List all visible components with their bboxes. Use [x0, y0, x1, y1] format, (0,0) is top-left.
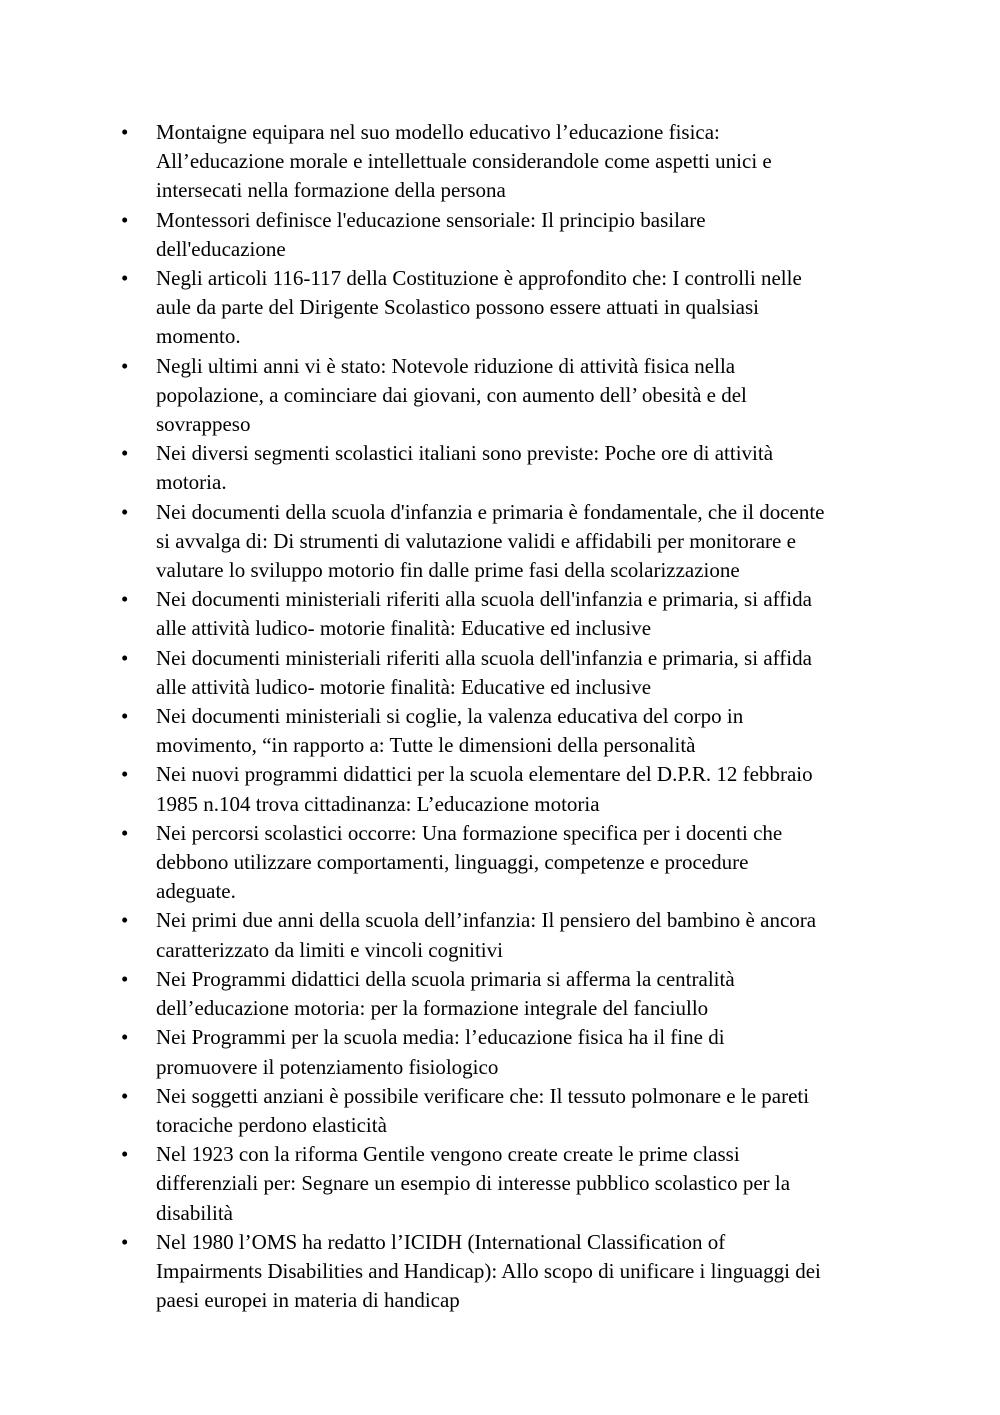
list-item-text-line: Impairments Disabilities and Handicap): Allo scopo di unificare i linguaggi dei — [156, 1258, 821, 1283]
list-item-text-line: momento. — [156, 324, 241, 349]
bullet-glyph: • — [121, 704, 129, 729]
list-item-text-line: intersecati nella formazione della persona — [156, 178, 506, 203]
list-item-text-line: All’educazione morale e intellettuale considerandole come aspetti unici e — [156, 149, 772, 174]
list-item-text-line: caratterizzato da limiti e vincoli cognitivi — [156, 937, 503, 962]
list-item-text-line: Nei documenti ministeriali si coglie, la valenza educativa del corpo in — [156, 704, 744, 729]
list-item-text-line: popolazione, a cominciare dai giovani, con aumento dell’ obesità e del — [156, 382, 747, 407]
list-item-text-line: 1985 n.104 trova cittadinanza: L’educazione motoria — [156, 791, 600, 816]
list-item — [121, 760, 911, 818]
bullet-glyph: • — [121, 820, 129, 845]
bullet-glyph: • — [121, 1025, 129, 1050]
list-item-text-line: Nei documenti ministeriali riferiti alla scuola dell'infanzia e primaria, si affida — [156, 645, 812, 670]
list-item-text-line: dell'educazione — [156, 236, 286, 261]
list-item-text-line: Nei nuovi programmi didattici per la scuola elementare del D.P.R. 12 febbraio — [156, 762, 813, 787]
list-item-text-line: aule da parte del Dirigente Scolastico possono essere attuati in qualsiasi — [156, 295, 759, 320]
bullet-glyph: • — [121, 441, 129, 466]
list-item-text-line: Nel 1980 l’OMS ha redatto l’ICIDH (International Classification of — [156, 1229, 726, 1254]
list-item-text-line: differenziali per: Segnare un esempio di interesse pubblico scolastico per la — [156, 1171, 791, 1196]
list-item-text-line: Nei primi due anni della scuola dell’infanzia: Il pensiero del bambino è ancora — [156, 908, 817, 933]
bullet-glyph: • — [121, 966, 129, 991]
bullet-glyph: • — [121, 1229, 129, 1254]
bullet-glyph: • — [121, 120, 129, 144]
list-item — [121, 819, 911, 907]
list-item — [121, 1023, 911, 1081]
list-item-text-line: disabilità — [156, 1200, 233, 1225]
list-item-text-line: Nel 1923 con la riforma Gentile vengono create create le prime classi — [156, 1142, 740, 1167]
list-item-text-line: promuovere il potenziamento fisiologico — [156, 1054, 499, 1079]
list-item-text-line: Nei Programmi didattici della scuola primaria si afferma la centralità — [156, 966, 735, 991]
list-item-text-line: alle attività ludico- motorie finalità: Educative ed inclusive — [156, 616, 652, 641]
list-item-text-line: si avvalga di: Di strumenti di valutazione validi e affidabili per monitorare e — [156, 528, 796, 553]
list-item-text-line: Nei soggetti anziani è possibile verificare che: Il tessuto polmonare e le pareti — [156, 1083, 810, 1108]
list-item-text-line: sovrappeso — [156, 412, 251, 437]
list-item-text-line: movimento, “in rapporto a: Tutte le dimensioni della personalità — [156, 733, 696, 758]
bullet-glyph: • — [121, 762, 129, 787]
list-item-text-line: Negli articoli 116-117 della Costituzione è approfondito che: I controlli nelle — [156, 266, 802, 291]
list-item-text-line: Nei documenti della scuola d'infanzia e primaria è fondamentale, che il docente — [156, 499, 825, 524]
bullet-glyph: • — [121, 587, 129, 612]
list-item — [121, 1228, 911, 1316]
list-item-text-line: Nei Programmi per la scuola media: l’educazione fisica ha il fine di — [156, 1025, 725, 1050]
bullet-glyph: • — [121, 266, 129, 291]
list-item-text-line: valutare lo sviluppo motorio fin dalle prime fasi della scolarizzazione — [156, 558, 740, 583]
bullet-glyph: • — [121, 499, 129, 524]
list-item-text-line: Montessori definisce l'educazione sensoriale: Il principio basilare — [156, 207, 706, 232]
bullet-glyph: • — [121, 353, 129, 378]
list-item-text-line: toraciche perdono elasticità — [156, 1112, 387, 1137]
list-item-text-line: Montaigne equipara nel suo modello educativo l’educazione fisica: — [156, 120, 720, 144]
list-item — [121, 644, 911, 702]
list-item — [121, 702, 911, 760]
bullet-glyph: • — [121, 908, 129, 933]
list-item-text-line: motoria. — [156, 470, 227, 495]
bullet-glyph: • — [121, 645, 129, 670]
list-item-text-line: debbono utilizzare comportamenti, linguaggi, competenze e procedure — [156, 850, 749, 875]
list-item-text-line: dell’educazione motoria: per la formazione integrale del fanciullo — [156, 996, 709, 1021]
list-item — [121, 264, 911, 352]
list-item-text-line: adeguate. — [156, 879, 236, 904]
list-item-text-line: Nei diversi segmenti scolastici italiani sono previste: Poche ore di attività — [156, 441, 774, 466]
list-item — [121, 965, 911, 1023]
bullet-glyph: • — [121, 207, 129, 232]
list-item-text-line: Negli ultimi anni vi è stato: Notevole riduzione di attività fisica nella — [156, 353, 736, 378]
list-item-text-line: paesi europei in materia di handicap — [156, 1288, 460, 1313]
bullet-glyph: • — [121, 1142, 129, 1167]
list-item — [121, 1140, 911, 1228]
list-item — [121, 352, 911, 440]
list-item — [121, 498, 911, 586]
list-item — [121, 1082, 911, 1140]
list-item-text-line: alle attività ludico- motorie finalità: Educative ed inclusive — [156, 674, 652, 699]
list-item — [121, 118, 911, 206]
list-item — [121, 439, 911, 497]
list-item — [121, 585, 911, 643]
list-item-text-line: Nei percorsi scolastici occorre: Una formazione specifica per i docenti che — [156, 820, 783, 845]
list-item-text-line: Nei documenti ministeriali riferiti alla scuola dell'infanzia e primaria, si affida — [156, 587, 812, 612]
list-item — [121, 206, 911, 264]
bullet-glyph: • — [121, 1083, 129, 1108]
list-item — [121, 906, 911, 964]
bullet-list — [121, 118, 911, 1315]
